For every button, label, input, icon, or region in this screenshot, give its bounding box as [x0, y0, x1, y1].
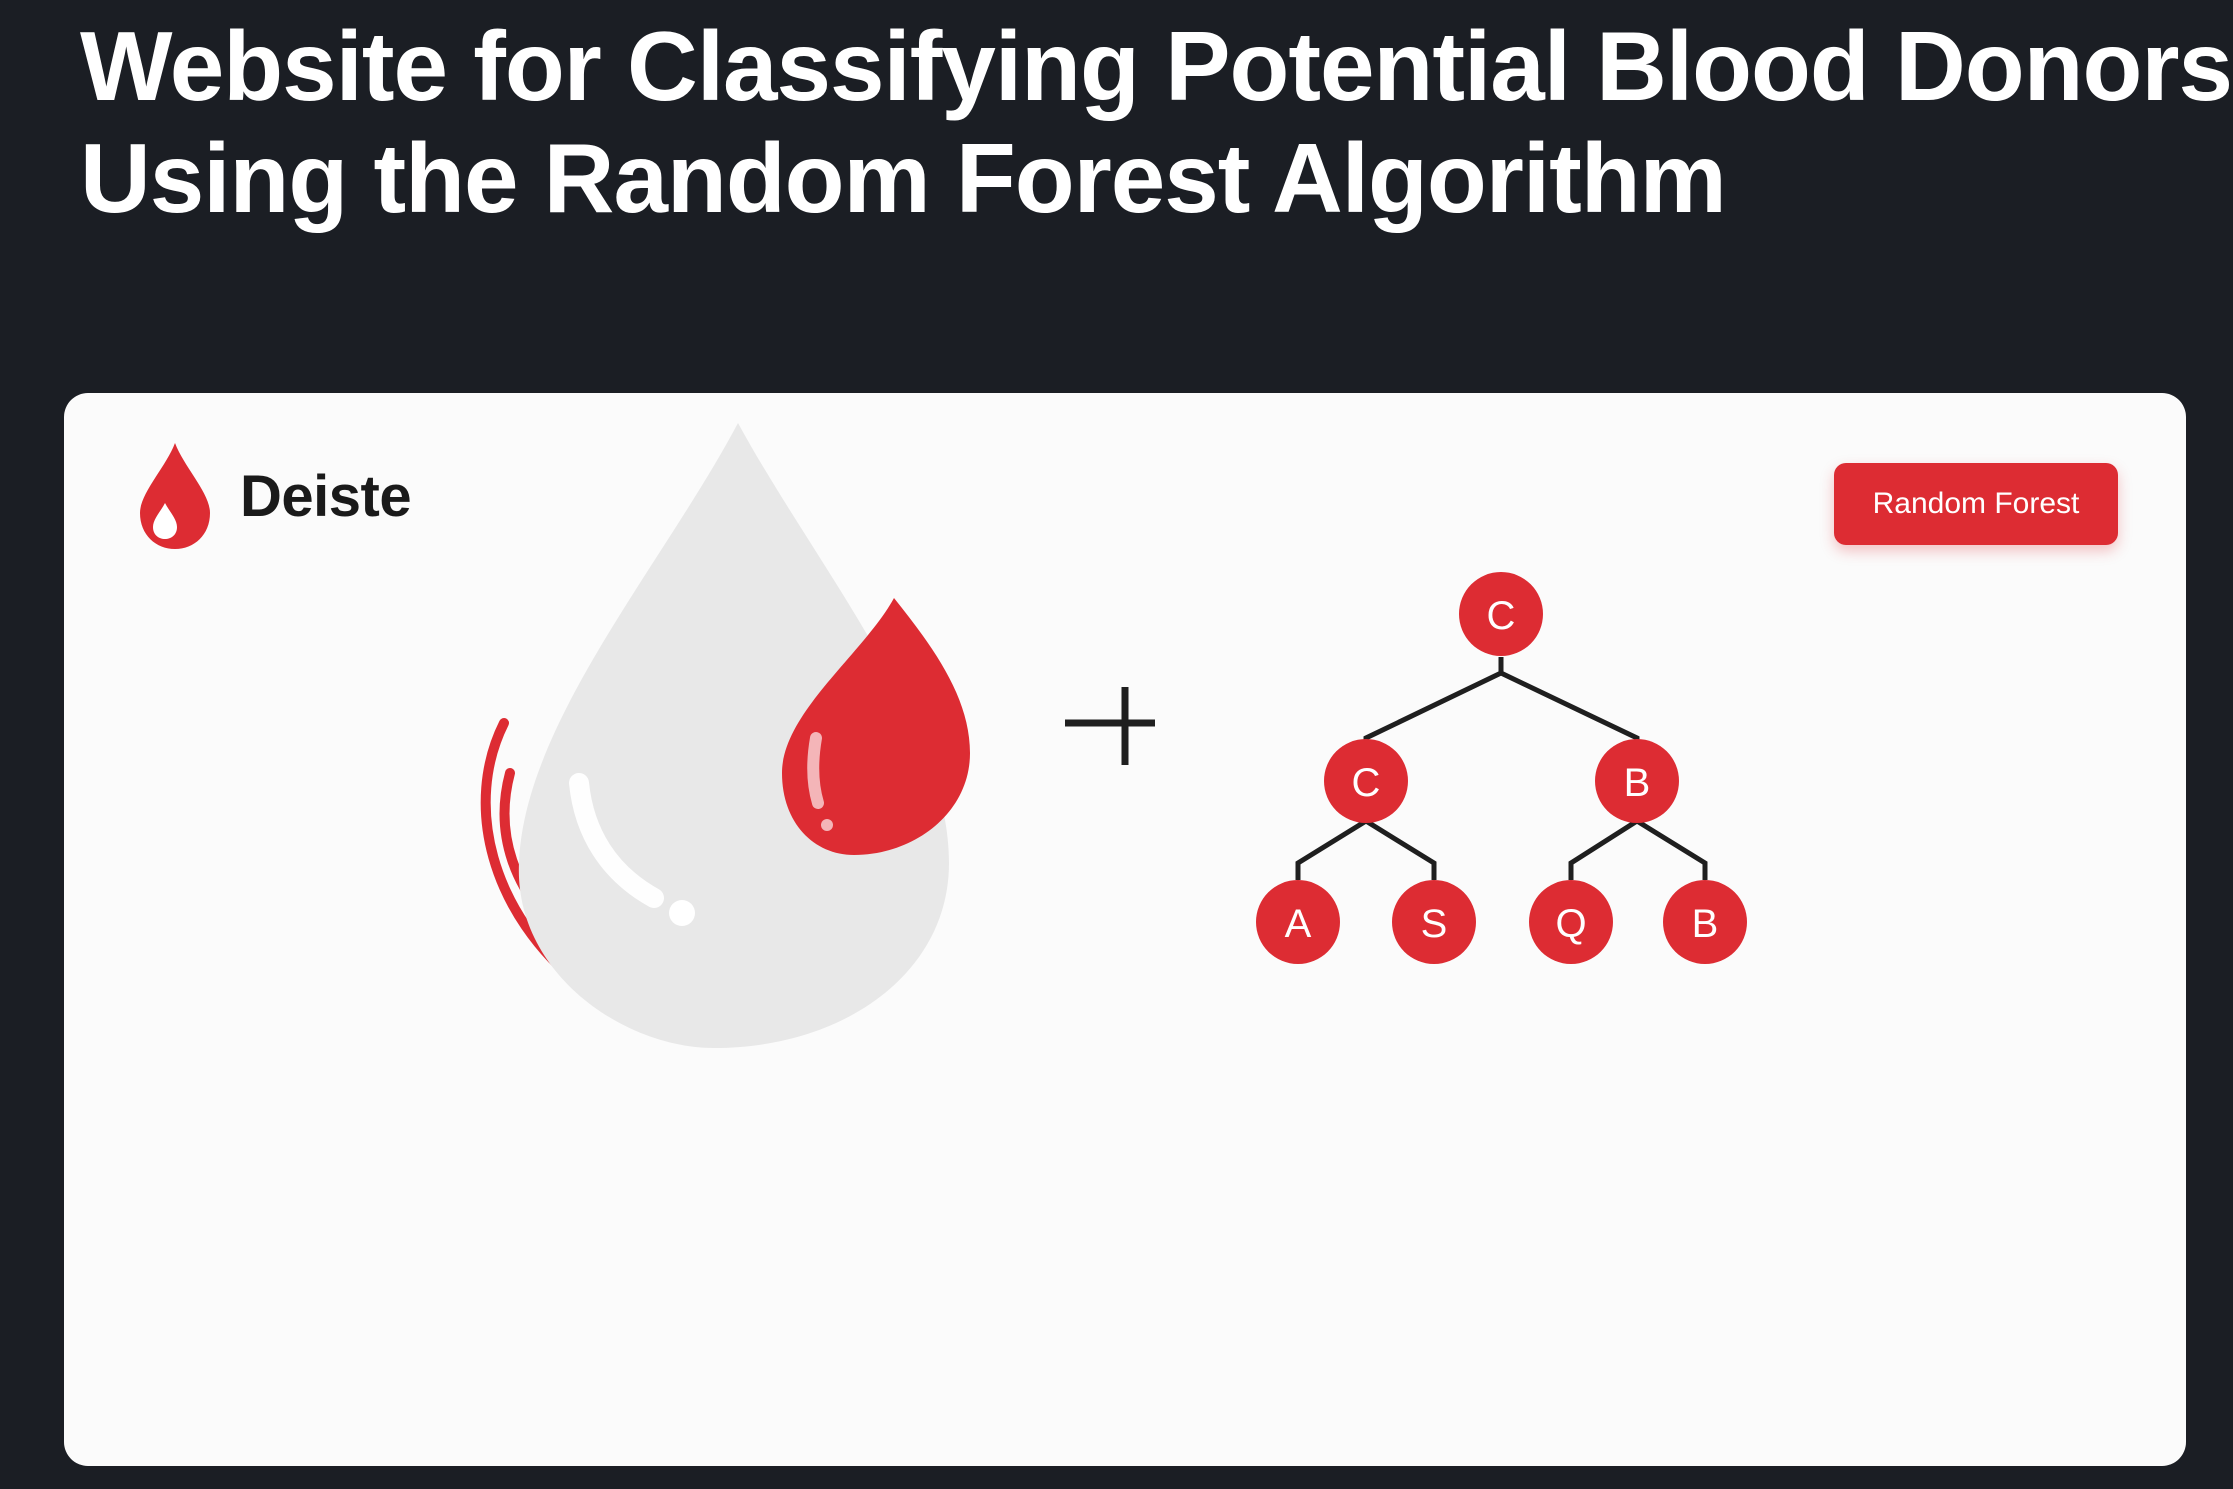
tree-node-right — [1595, 739, 1679, 823]
tree-node-right-left — [1529, 880, 1613, 964]
tree-node-left-left — [1256, 880, 1340, 964]
hero-card — [64, 393, 2186, 1466]
tree-node-left-right — [1392, 880, 1476, 964]
tree-node-left — [1324, 739, 1408, 823]
tree-node-right-label: B — [1623, 761, 1651, 805]
tree-node-left-left-label: A — [1284, 902, 1312, 946]
page-title-line-1: Website for Classifying Potential Blood Donors — [80, 11, 2232, 121]
large-blood-drop-icon — [486, 423, 970, 1048]
tree-node-right-left-label: Q — [1555, 902, 1587, 946]
page-title-line-2: Using the Random Forest Algorithm — [80, 123, 1726, 233]
page-title — [80, 10, 2232, 234]
brand-name: Deiste — [240, 463, 412, 529]
tree-node-left-right-label: S — [1420, 902, 1448, 946]
tree-node-root — [1459, 572, 1543, 656]
tree-node-right-right-label: B — [1691, 902, 1719, 946]
tree-node-left-label: C — [1351, 761, 1381, 805]
tree-node-root-label: C — [1486, 594, 1516, 638]
hero-illustration — [64, 393, 2186, 1466]
tree-node-right-right — [1663, 880, 1747, 964]
random-forest-button[interactable]: Random Forest — [1834, 463, 2118, 545]
plus-sign-icon — [1065, 687, 1155, 765]
